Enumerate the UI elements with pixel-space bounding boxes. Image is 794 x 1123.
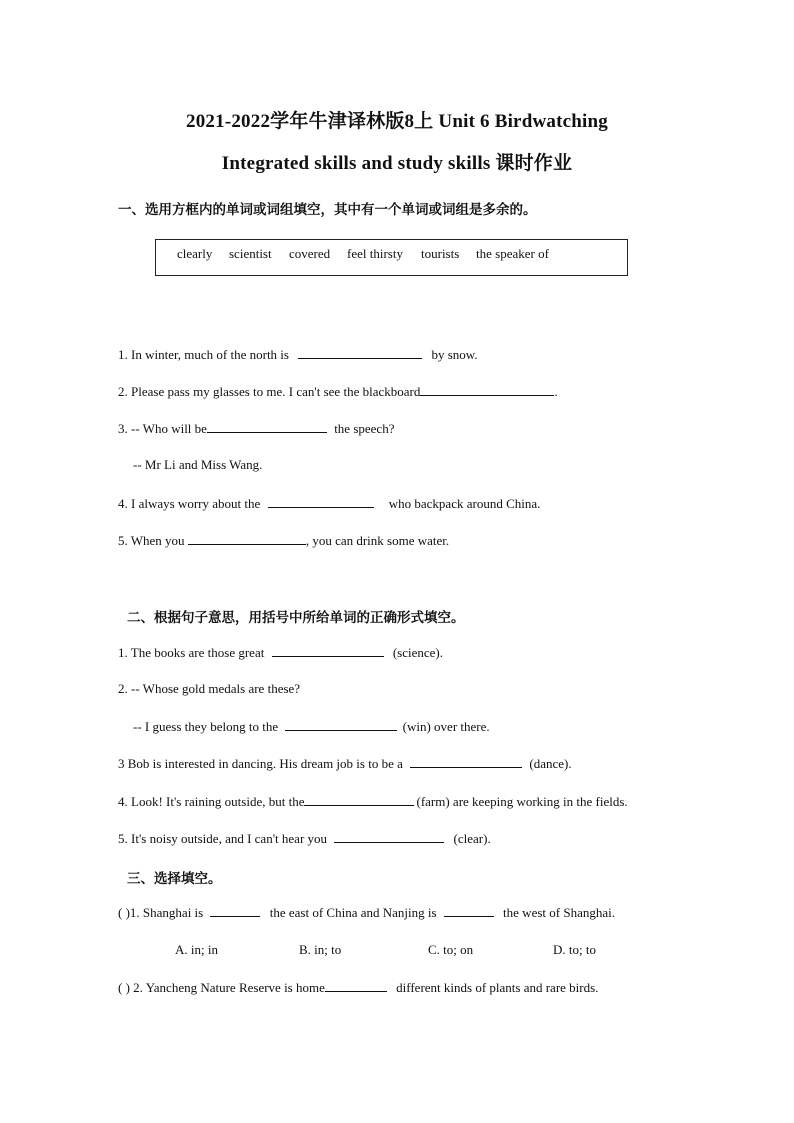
- section2-heading: 二、根据句子意思，用括号中所给单词的正确形式填空。: [127, 610, 465, 626]
- answer-blank[interactable]: [334, 830, 444, 843]
- word-box-item: tourists: [421, 246, 460, 261]
- answer-blank[interactable]: [207, 420, 327, 433]
- section1-heading: 一、选用方框内的单词或词组填空，其中有一个单词或词组是多余的。: [118, 202, 537, 218]
- option-a[interactable]: A. in; in: [175, 942, 218, 957]
- question-s1-5: 5. When you , you can drink some water.: [118, 533, 450, 548]
- answer-blank[interactable]: [285, 718, 397, 731]
- word-box-item: covered: [289, 246, 331, 261]
- question-s2-4: 4. Look! It's raining outside, but the (farm) are keeping working in the fields.: [118, 794, 628, 809]
- question-s1-2: 2. Please pass my glasses to me. I can't see the blackboard .: [118, 384, 558, 399]
- question-s2-5: 5. It's noisy outside, and I can't hear you (clear).: [118, 831, 491, 846]
- question-s1-3-answer: -- Mr Li and Miss Wang.: [133, 457, 263, 472]
- word-box-item: the speaker of: [476, 246, 549, 261]
- answer-blank[interactable]: [420, 383, 554, 396]
- question-s2-3: 3 Bob is interested in dancing. His dream job is to be a (dance).: [118, 756, 572, 771]
- option-b[interactable]: B. in; to: [299, 942, 342, 957]
- page-title-line2: Integrated skills and study skills 课时作业: [221, 153, 573, 174]
- question-s2-2b: -- I guess they belong to the (win) over there.: [133, 719, 490, 734]
- question-s3-2: ( ) 2. Yancheng Nature Reserve is home different kinds of plants and rare birds.: [118, 980, 599, 995]
- answer-blank[interactable]: [304, 793, 414, 806]
- answer-blank[interactable]: [325, 979, 387, 992]
- answer-blank[interactable]: [268, 495, 374, 508]
- word-box-item: clearly: [177, 246, 213, 261]
- question-s2-1: 1. The books are those great (science).: [118, 645, 443, 660]
- word-box-item: scientist: [229, 246, 272, 261]
- question-s1-1: 1. In winter, much of the north is by snow.: [118, 347, 478, 362]
- section3-heading: 三、选择填空。: [127, 871, 222, 887]
- question-s2-2: 2. -- Whose gold medals are these?: [118, 681, 301, 696]
- word-box-item: feel thirsty: [347, 246, 403, 261]
- answer-parenthesis[interactable]: ( ): [118, 905, 130, 920]
- answer-blank[interactable]: [298, 346, 422, 359]
- answer-blank[interactable]: [444, 904, 494, 917]
- answer-parenthesis[interactable]: ( ): [118, 980, 130, 995]
- option-d[interactable]: D. to; to: [553, 942, 596, 957]
- answer-blank[interactable]: [210, 904, 260, 917]
- question-s3-1: ( )1. Shanghai is the east of China and Nanjing is the west of Shanghai.: [118, 905, 615, 920]
- option-c[interactable]: C. to; on: [428, 942, 474, 957]
- page-title-line1: 2021-2022学年牛津译林版8上 Unit 6 Birdwatching: [186, 111, 608, 132]
- answer-blank[interactable]: [410, 755, 522, 768]
- question-s1-3: 3. -- Who will be the speech?: [118, 421, 395, 436]
- question-s1-4: 4. I always worry about the who backpack around China.: [118, 496, 541, 511]
- answer-blank[interactable]: [272, 644, 384, 657]
- word-box: [155, 239, 628, 276]
- answer-blank[interactable]: [188, 532, 306, 545]
